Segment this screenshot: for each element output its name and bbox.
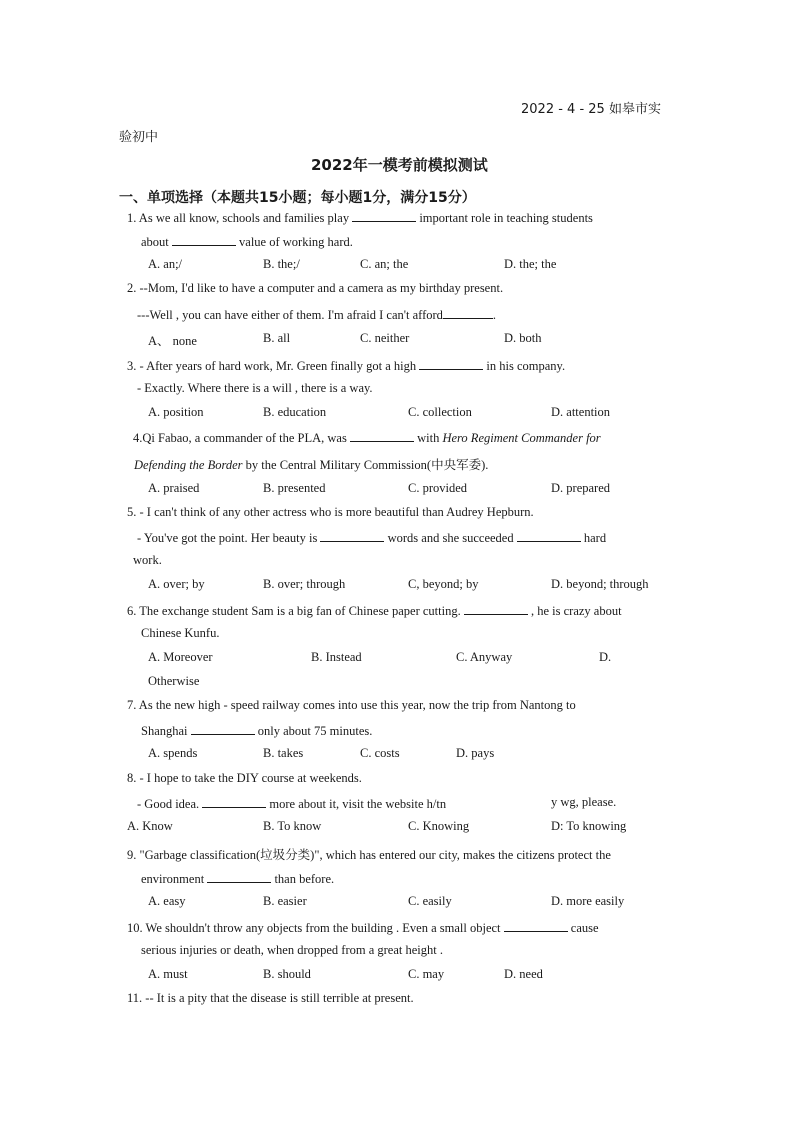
q7-line2	[141, 722, 372, 739]
answer-blank[interactable]	[504, 919, 568, 932]
header-school-continued: 验初中	[119, 130, 159, 145]
q7-text-a: Shanghai	[141, 724, 188, 738]
q10-line1	[127, 919, 599, 936]
q6-text-a: 6. The exchange student Sam is a big fan of Chinese paper cutting.	[127, 604, 461, 618]
q3-text-b: in his company.	[486, 359, 566, 373]
q1-option-b: B. the;/	[263, 257, 300, 271]
q8-option-a: A. Know	[127, 819, 173, 833]
q4-line2	[134, 455, 488, 473]
q6-option-b: B. Instead	[311, 650, 362, 664]
q1-text-c: about	[141, 235, 169, 249]
q5-option-b: B. over; through	[263, 577, 346, 591]
q6-option-a: A. Moreover	[148, 650, 213, 664]
q6-text-b: , he is crazy about	[530, 604, 622, 618]
q1-option-d: D. the; the	[504, 257, 557, 271]
q3-line1	[127, 357, 565, 374]
q10-option-c: C. may	[408, 967, 445, 981]
q2-text-b: .	[492, 308, 497, 322]
q4-option-b: B. presented	[263, 481, 326, 495]
answer-blank[interactable]	[419, 357, 483, 370]
q2-text-a: ---Well , you can have either of them. I'm afraid I can't afford	[137, 308, 443, 322]
q8-text-b: more about it, visit the website h/tn	[269, 797, 447, 811]
q1-text-b: important role in teaching students	[419, 211, 593, 225]
q9-option-c: C. easily	[408, 894, 452, 908]
q5-text-b: words and she succeeded	[387, 531, 514, 545]
q10-text-b: cause	[570, 921, 599, 935]
q9-line1: 9. "Garbage classification(垃圾分类)", which has entered our city, makes the citizens protect the	[127, 848, 611, 862]
q8-text-c: y wg, please.	[551, 795, 617, 809]
q4-italic-title-a: Hero Regiment Commander for	[442, 431, 601, 445]
q5-option-a: A. over; by	[148, 577, 205, 591]
page-title: 2022年一模考前模拟测试	[311, 156, 488, 174]
q3-option-c: C. collection	[408, 405, 472, 419]
q8-line2	[137, 795, 446, 812]
q3-line2: - Exactly. Where there is a will , there is a way.	[137, 381, 373, 395]
q7-text-b: only about 75 minutes.	[257, 724, 373, 738]
q7-option-d: D. pays	[456, 746, 495, 760]
q5-text-c: hard	[583, 531, 607, 545]
q3-text-a: 3. - After years of hard work, Mr. Green finally got a high	[127, 359, 417, 373]
q7-line1: 7. As the new high - speed railway comes into use this year, now the trip from Nantong to	[127, 698, 576, 712]
q1-text-a: 1. As we all know, schools and families play	[127, 211, 350, 225]
q1-line1	[127, 209, 593, 226]
q6-line1	[127, 602, 622, 619]
q4-text-b: with	[417, 431, 440, 445]
q7-option-c: C. costs	[360, 746, 400, 760]
q10-line2: serious injuries or death, when dropped from a great height .	[141, 943, 443, 957]
answer-blank[interactable]	[191, 722, 255, 735]
q9-option-a: A. easy	[148, 894, 186, 908]
q3-option-d: D. attention	[551, 405, 611, 419]
q3-option-b: B. education	[263, 405, 327, 419]
q6-option-c: C. Anyway	[456, 650, 513, 664]
q4-line1	[133, 429, 601, 446]
header-date-school: 2022 - 4 - 25 如皋市实	[521, 102, 661, 117]
q9-text-a: environment	[141, 872, 205, 886]
q1-text-d: value of working hard.	[239, 235, 353, 249]
q9-line2	[141, 870, 334, 887]
answer-blank[interactable]	[443, 306, 493, 319]
q5-option-d: D. beyond; through	[551, 577, 649, 591]
q2-option-d: D. both	[504, 331, 542, 345]
q2-option-c: C. neither	[360, 331, 410, 345]
q2-line2	[137, 306, 496, 323]
q1-option-c: C. an; the	[360, 257, 409, 271]
q1-line2	[141, 233, 353, 250]
q5-line3: work.	[133, 553, 162, 567]
answer-blank[interactable]	[202, 795, 266, 808]
q6-option-d: D.	[599, 650, 612, 664]
q6-option-d-text: Otherwise	[148, 674, 200, 688]
q10-option-d: D. need	[504, 967, 543, 981]
q5-text-a: - You've got the point. Her beauty is	[137, 531, 318, 545]
answer-blank[interactable]	[350, 429, 414, 442]
answer-blank[interactable]	[352, 209, 416, 222]
q9-option-d: D. more easily	[551, 894, 625, 908]
q4-text-a: 4.Qi Fabao, a commander of the PLA, was	[133, 431, 347, 445]
q8-line1: 8. - I hope to take the DIY course at weekends.	[127, 771, 362, 785]
q4-italic-title-b: Defending the Border	[134, 458, 243, 472]
answer-blank[interactable]	[207, 870, 271, 883]
q10-option-a: A. must	[148, 967, 188, 981]
q4-text-c: by the Central Military Commission(中央军委).	[245, 458, 489, 472]
answer-blank[interactable]	[172, 233, 236, 246]
q10-text-a: 10. We shouldn't throw any objects from the building . Even a small object	[127, 921, 501, 935]
q7-option-b: B. takes	[263, 746, 304, 760]
q8-text-a: - Good idea.	[137, 797, 200, 811]
q4-option-a: A. praised	[148, 481, 200, 495]
q8-option-d: D: To knowing	[551, 819, 627, 833]
q8-option-b: B. To know	[263, 819, 322, 833]
q5-line2	[137, 529, 606, 546]
q10-option-b: B. should	[263, 967, 311, 981]
q9-text-b: than before.	[274, 872, 335, 886]
q7-option-a: A. spends	[148, 746, 198, 760]
q1-option-a: A. an;/	[148, 257, 183, 271]
q9-option-b: B. easier	[263, 894, 307, 908]
q4-option-d: D. prepared	[551, 481, 610, 495]
q2-option-a: A、 none	[148, 334, 197, 348]
q3-option-a: A. position	[148, 405, 204, 419]
q8-option-c: C. Knowing	[408, 819, 470, 833]
answer-blank[interactable]	[517, 529, 581, 542]
q2-line1: 2. --Mom, I'd like to have a computer and a camera as my birthday present.	[127, 281, 504, 295]
q5-line1: 5. - I can't think of any other actress who is more beautiful than Audrey Hepburn.	[127, 505, 534, 519]
q4-option-c: C. provided	[408, 481, 468, 495]
answer-blank[interactable]	[320, 529, 384, 542]
q2-option-b: B. all	[263, 331, 291, 345]
q5-option-c: C, beyond; by	[408, 577, 479, 591]
answer-blank[interactable]	[464, 602, 528, 615]
q6-line2: Chinese Kunfu.	[141, 626, 220, 640]
q11-line1: 11. -- It is a pity that the disease is still terrible at present.	[127, 991, 414, 1005]
section-heading: 一、单项选择（本题共15小题；每小题1分，满分15分）	[119, 190, 476, 206]
